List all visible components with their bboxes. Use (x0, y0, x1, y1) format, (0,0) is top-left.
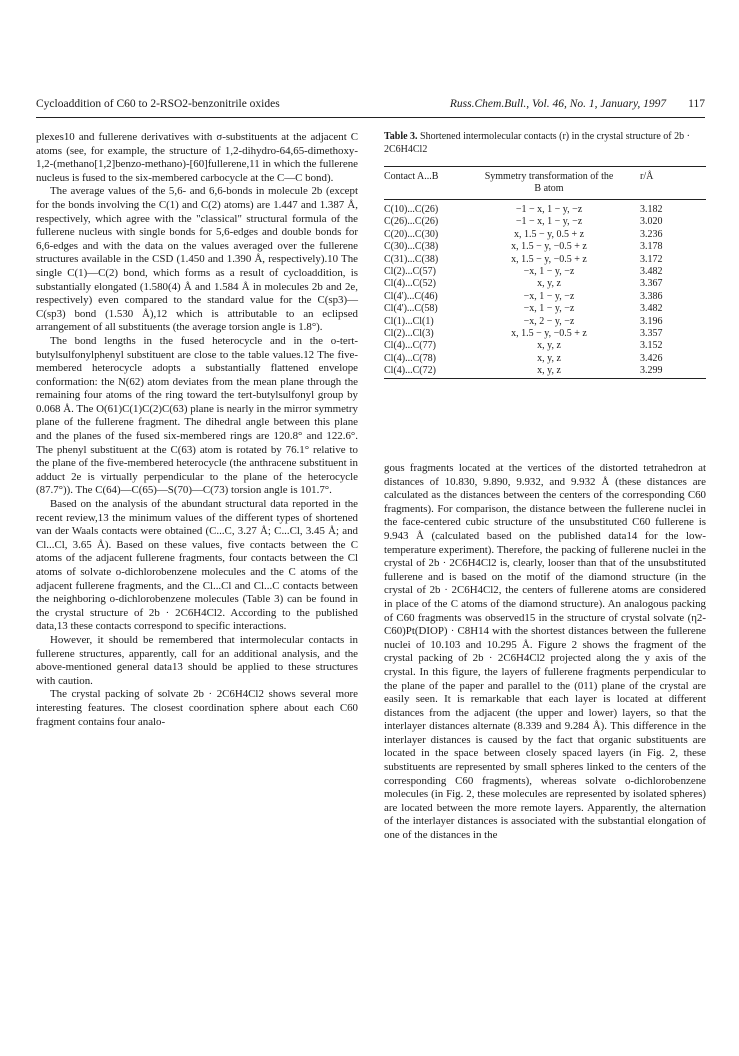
cell-contact: Cl(2)...Cl(3) (384, 328, 434, 340)
cell-distance: 3.386 (640, 290, 663, 302)
cell-contact: Cl(4)...C(72) (384, 365, 436, 377)
cell-symmetry: −x, 1 − y, −z (523, 303, 575, 315)
cell-symmetry: x, y, z (537, 278, 561, 290)
cell-symmetry: x, y, z (537, 340, 561, 352)
cell-distance: 3.020 (640, 216, 663, 228)
paragraph: However, it should be remembered that intermolecular contacts in fullerene structures, apparently, call for an additional analysis, and the above-mentioned general data13 should be applied to these structures with caution. (36, 633, 358, 687)
table-row (384, 340, 706, 352)
cell-distance: 3.236 (640, 228, 663, 240)
cell-distance: 3.367 (640, 278, 663, 290)
table-caption-text: Shortened intermolecular contacts (r) in the crystal structure of 2b · 2C6H4Cl2 (384, 131, 690, 155)
cell-distance: 3.482 (640, 303, 663, 315)
cell-distance: 3.172 (640, 253, 663, 265)
col-header-symmetry: Symmetry transformation of the B atom (484, 171, 614, 194)
cell-contact: Cl(4)...C(52) (384, 278, 436, 290)
cell-distance: 3.357 (640, 328, 663, 340)
table-row (384, 254, 706, 266)
table-row (384, 328, 706, 340)
table-3 (384, 131, 706, 379)
paragraph: The average values of the 5,6- and 6,6-bonds in molecule 2b (except for the bonds involving the C(1) and C(2) atoms) are 1.447 and 1.387 Å, respectively, which agree with the "classical" structural formula of the fullerene nucleus with single bonds for 5,6-edges and double bonds for 6,6-edges and with the data on the values averaged over the fullerene structures available in the CSD (1.450 and 1.390 Å, respectively).10 The single C(1)—C(2) bond, which forms as a result of cycloaddition, is substantially elongated (1.580(4) Å and 1.584 Å in molecules 2b and 2e, respectively) even compared to the standard value for the C(sp3)—C(sp3) bond (1.530 Å),12 which is attributable to an eclipsed arrangement of all substituents (the average torsion angle is 1.8°). (36, 185, 358, 334)
paragraph: Based on the analysis of the abundant structural data reported in the recent review,13 the minimum values of the different types of shortened van der Waals contacts were obtained (C...C, 3.27 Å; C...Cl, 3.45 Å; and Cl...Cl, 3.65 Å). Based on these values, five contacts between the C atoms of the adjacent fullerene fragments, four contacts between the Cl atoms of solvate o-dichlorobenzene molecules and the C atoms of the adjacent fullerene fragments, and the Cl...Cl and Cl...C contacts between the neighboring o-dichlorobenzene molecules (Table 3) can be found in the crystal structure of 2b · 2C6H4Cl2. According to the published data,13 these contacts correspond to specific interactions. (36, 498, 358, 633)
contacts-table (384, 166, 706, 379)
cell-symmetry: x, y, z (537, 352, 561, 364)
cell-symmetry: x, 1.5 − y, −0.5 + z (511, 328, 587, 340)
cell-symmetry: −x, 1 − y, −z (523, 266, 575, 278)
cell-symmetry: x, 1.5 − y, −0.5 + z (511, 241, 587, 253)
cell-contact: C(31)...C(38) (384, 253, 439, 265)
cell-symmetry: x, y, z (537, 365, 561, 377)
col-header-contact: Contact A...B (384, 171, 439, 182)
table-row (384, 353, 706, 365)
cell-distance: 3.152 (640, 340, 663, 352)
cell-symmetry: −x, 1 − y, −z (523, 290, 575, 302)
left-column (36, 131, 358, 729)
cell-contact: Cl(1)...Cl(1) (384, 315, 434, 327)
paragraph: The crystal packing of solvate 2b · 2C6H4Cl2 shows several more interesting features. The closest coordination sphere about each C60 fragment contains four analo- (36, 688, 358, 728)
running-header (36, 98, 705, 116)
right-column (384, 462, 706, 843)
header-rule (36, 117, 705, 118)
cell-symmetry: −1 − x, 1 − y, −z (515, 204, 583, 215)
table-row (384, 200, 706, 217)
cell-distance: 3.299 (640, 365, 663, 377)
cell-distance: 3.482 (640, 266, 663, 278)
page-number: 117 (688, 98, 705, 110)
cell-symmetry: x, 1.5 − y, 0.5 + z (513, 228, 585, 240)
cell-distance: 3.196 (640, 315, 663, 327)
col-header-r: r/Å (640, 171, 654, 182)
cell-contact: Cl(4)...C(78) (384, 352, 436, 364)
cell-contact: C(10)...C(26) (384, 204, 439, 215)
cell-symmetry: −1 − x, 1 − y, −z (515, 216, 583, 228)
table-row (384, 278, 706, 290)
cell-symmetry: x, 1.5 − y, −0.5 + z (511, 253, 587, 265)
table-body (384, 200, 706, 379)
cell-contact: C(26)...C(26) (384, 216, 439, 228)
cell-contact: C(20)...C(30) (384, 228, 439, 240)
table-row (384, 365, 706, 378)
cell-distance: 3.182 (640, 204, 663, 215)
table-row (384, 216, 706, 228)
cell-distance: 3.178 (640, 241, 663, 253)
table-row (384, 291, 706, 303)
cell-symmetry: −x, 2 − y, −z (523, 315, 575, 327)
table-row (384, 303, 706, 315)
paragraph: The bond lengths in the fused heterocycle and in the o-tert-butylsulfonylphenyl substituent are close to the table values.12 The five-membered heterocycle adopts a substantially flattened envelope conformation: the N(62) atom deviates from the mean plane through the remaining four atoms of the ring toward the tert-butylsulfonyl group by 0.068 Å. The O(61)C(1)C(2)C(63) plane is nearly in the mirror symmetry plane of the fullerene fragment. The dihedral angle between this plane and the planes of the fused six-membered rings are 120.8° and 122.6°. The phenyl substituent at the C(63) atom is rotated by 76.1° relative to the plane of the five-membered heterocycle (the anthracene substituent in adduct 2e is virtually perpendicular to the plane of the heterocycle (87.7°)). The C(64)—C(65)—S(70)—C(73) torsion angle is 101.7°. (36, 334, 358, 497)
table-row (384, 241, 706, 253)
journal-citation: Russ.Chem.Bull., Vol. 46, No. 1, January, 1997 (449, 98, 667, 110)
table-row (384, 229, 706, 241)
paragraph: plexes10 and fullerene derivatives with σ-substituents at the adjacent C atoms (see, for example, the structure of 1,2-dihydro-64,65-dimethoxy-1,2-(methano[1,2]benzo-methano)-[60]fullerene,11 in which the fullerene nucleus is fused to the six-membered carbocycle at the C—C bond). (36, 131, 358, 184)
paragraph: gous fragments located at the vertices of the distorted tetrahedron at distances of 10.830, 9.890, 9.932, and 9.932 Å (these distances are calculated as the distances between the centers of the corresponding C60 fragments). For comparison, the distance between the fullerene nuclei in the face-centered cubic structure of the unsubstituted C60 fullerene is 9.943 Å (calculated based on the published data14 for the low-temperature experiment). Therefore, the packing of fullerene nuclei in the crystal of 2b · 2C6H4Cl2 is, clearly, looser than that of the unsubstituted fullerene and is based on the motif of the diamond structure (in the crystal of 2b · 2C6H4Cl2, the centers of fullerene atoms are considered in place of the C atoms of the diamond structure). An analogous packing of C60 fragments was observed15 in the structure of crystal solvate (η2-C60)Pt(DIOP) · C8H14 with the shortest distances between the fullerene nuclei of 10.103 and 10.295 Å. Figure 2 shows the fragment of the crystal packing of 2b · 2C6H4Cl2 projected along the y axis of the crystal. In this figure, the layers of fullerene fragments perpendicular to the plane of the paper and parallel to the (011) plane of the crystal are easily seen. It is remarkable that each layer is located at different distances from the adjacent (the upper and lower) layers, so that the interlayer distances alternate (8.339 and 9.284 Å). This difference in the interlayer distances is caused by the fact that organic substituents are located in the space between closely spaced layers (in Fig. 2, these substituents are represented by small spheres linked to the centers of the corresponding C60 fragments), whereas solvate o-dichlorobenzene molecules (in Fig. 2, these molecules are represented by isolated spheres) are located between the more remote layers. Apparently, the alternation of the interlayer distances is associated with the substantial elongation of one of the distances in the (384, 462, 706, 842)
cell-contact: Cl(4)...C(77) (384, 340, 436, 352)
header-title: Cycloaddition of C60 to 2-RSO2-benzonitrile oxides (36, 98, 280, 110)
table-caption-label: Table 3. (384, 131, 418, 142)
header-journal (450, 98, 705, 110)
cell-contact: Cl(4')...C(58) (384, 303, 438, 315)
cell-contact: Cl(2)...C(57) (384, 266, 436, 278)
table-header-row (384, 167, 706, 200)
table-row (384, 266, 706, 278)
cell-contact: Cl(4')...C(46) (384, 290, 438, 302)
cell-contact: C(30)...C(38) (384, 241, 439, 253)
table-row (384, 316, 706, 328)
table-caption (384, 131, 706, 156)
cell-distance: 3.426 (640, 352, 663, 364)
